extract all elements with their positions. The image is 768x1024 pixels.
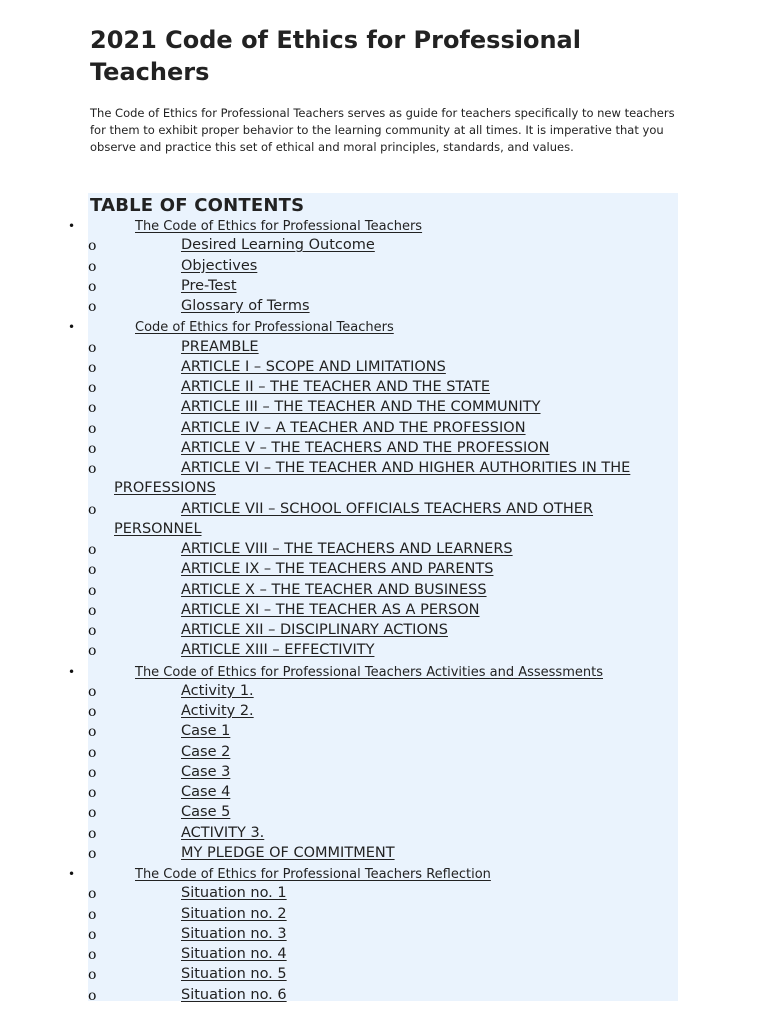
toc-subsection-link[interactable]: Situation no. 3 <box>181 925 287 942</box>
circle-bullet-icon: o <box>88 805 97 822</box>
toc-item <box>0 339 768 359</box>
toc-item <box>0 622 768 642</box>
toc-subsection-link[interactable]: Situation no. 4 <box>181 946 287 962</box>
toc-item <box>0 420 768 440</box>
circle-bullet-icon: o <box>88 380 97 396</box>
toc-item <box>0 359 768 379</box>
toc-subsection-link[interactable]: Situation no. 5 <box>181 966 287 983</box>
circle-bullet-icon: o <box>88 947 97 963</box>
toc-subsection-link[interactable]: Desired Learning Outcome <box>181 237 375 254</box>
toc-item <box>0 825 768 845</box>
circle-bullet-icon: o <box>88 967 97 984</box>
circle-bullet-icon: o <box>88 359 97 376</box>
toc-heading: TABLE OF CONTENTS <box>90 195 305 216</box>
circle-bullet-icon: o <box>88 926 97 943</box>
toc-subsection-link[interactable]: ARTICLE III – THE TEACHER AND THE COMMUNITY <box>181 399 541 416</box>
circle-bullet-icon: o <box>88 420 97 437</box>
toc-subsection-link[interactable]: ARTICLE X – THE TEACHER AND BUSINESS <box>181 581 487 598</box>
toc-subsection-link[interactable]: Case 1 <box>181 723 231 740</box>
toc-item <box>0 845 768 865</box>
toc-subsection-link[interactable]: Situation no. 6 <box>181 986 287 1003</box>
toc-subsection-link[interactable]: ARTICLE V – THE TEACHERS AND THE PROFESSION <box>181 439 550 456</box>
toc-item <box>0 602 768 622</box>
toc-item <box>0 723 768 743</box>
bullet-icon: • <box>68 320 76 335</box>
toc-item <box>0 966 768 986</box>
toc-subsection-link[interactable]: ARTICLE XIII – EFFECTIVITY <box>181 642 375 659</box>
toc-subsection-link[interactable]: Situation no. 1 <box>181 885 287 902</box>
toc-item <box>0 298 768 318</box>
toc-subsection-link[interactable]: MY PLEDGE OF COMMITMENT <box>181 844 395 861</box>
circle-bullet-icon: o <box>88 299 97 315</box>
toc-subsection-link[interactable]: Case 4 <box>181 784 231 800</box>
toc-item <box>0 906 768 926</box>
toc-item <box>0 683 768 703</box>
circle-bullet-icon: o <box>88 724 97 741</box>
toc-item <box>0 217 768 237</box>
toc-item <box>0 460 768 496</box>
toc-subsection-link[interactable]: Pre-Test <box>181 277 237 294</box>
toc-item <box>0 278 768 298</box>
circle-bullet-icon: o <box>88 542 97 558</box>
intro-paragraph: The Code of Ethics for Professional Teachers serves as guide for teachers specifically to new teachers for them to exhibit proper behavior to the learning community at all times. It is imperative that you observe and practice this set of ethical and moral principles, standards, and values. <box>90 106 675 154</box>
toc-subsection-link[interactable]: Case 3 <box>181 763 231 780</box>
toc-item <box>0 258 768 278</box>
circle-bullet-icon: o <box>88 683 97 700</box>
toc-item <box>0 926 768 946</box>
toc-subsection-link[interactable]: ARTICLE IX – THE TEACHERS AND PARENTS <box>181 561 494 578</box>
circle-bullet-icon: o <box>88 602 97 619</box>
toc-item <box>0 642 768 662</box>
toc-section-link[interactable]: The Code of Ethics for Professional Teachers Activities and Assessments <box>135 664 603 680</box>
toc-subsection-link[interactable]: PREAMBLE <box>181 338 259 355</box>
toc-item <box>0 987 768 1007</box>
toc-item <box>0 703 768 723</box>
circle-bullet-icon: o <box>88 704 97 720</box>
toc-item <box>0 440 768 460</box>
circle-bullet-icon: o <box>88 238 97 255</box>
toc-subsection-link[interactable]: Case 2 <box>181 743 231 760</box>
circle-bullet-icon: o <box>88 501 97 518</box>
circle-bullet-icon: o <box>88 744 97 761</box>
toc-item <box>0 885 768 905</box>
bullet-icon: • <box>68 219 76 233</box>
toc-item <box>0 663 768 683</box>
toc-item <box>0 764 768 784</box>
toc-subsection-link[interactable]: ARTICLE I – SCOPE AND LIMITATIONS <box>181 358 446 375</box>
toc-item <box>0 379 768 399</box>
circle-bullet-icon: o <box>88 278 97 295</box>
circle-bullet-icon: o <box>88 987 97 1004</box>
toc-subsection-link[interactable]: Glossary of Terms <box>181 298 310 314</box>
toc-item <box>0 744 768 764</box>
toc-item <box>0 582 768 602</box>
toc-item <box>0 946 768 966</box>
toc-subsection-link[interactable]: ARTICLE IV – A TEACHER AND THE PROFESSION <box>181 419 526 436</box>
circle-bullet-icon: o <box>88 562 97 579</box>
toc-section-link[interactable]: Code of Ethics for Professional Teachers <box>135 320 394 336</box>
toc-link-continuation[interactable]: PROFESSIONS <box>114 480 216 496</box>
toc-item <box>0 804 768 824</box>
circle-bullet-icon: o <box>88 906 97 923</box>
circle-bullet-icon: o <box>88 582 97 599</box>
toc-subsection-link[interactable]: ARTICLE VII – SCHOOL OFFICIALS TEACHERS AND OTHER <box>181 500 594 517</box>
circle-bullet-icon: o <box>88 623 97 639</box>
toc-subsection-link[interactable]: Activity 1. <box>181 682 254 699</box>
circle-bullet-icon: o <box>88 258 97 275</box>
toc-item <box>0 561 768 581</box>
toc-link-continuation[interactable]: PERSONNEL <box>114 520 202 537</box>
toc-item <box>0 541 768 561</box>
toc-subsection-link[interactable]: ARTICLE XI – THE TEACHER AS A PERSON <box>181 601 480 618</box>
toc-subsection-link[interactable]: Situation no. 2 <box>181 905 287 922</box>
toc-subsection-link[interactable]: ARTICLE XII – DISCIPLINARY ACTIONS <box>181 622 448 638</box>
toc-subsection-link[interactable]: ARTICLE II – THE TEACHER AND THE STATE <box>181 379 490 395</box>
circle-bullet-icon: o <box>88 339 97 356</box>
circle-bullet-icon: o <box>88 643 97 660</box>
toc-item <box>0 318 768 338</box>
toc-subsection-link[interactable]: ACTIVITY 3. <box>181 824 265 841</box>
circle-bullet-icon: o <box>88 400 97 417</box>
toc-section-link[interactable]: The Code of Ethics for Professional Teachers Reflection <box>135 867 491 882</box>
circle-bullet-icon: o <box>88 825 97 842</box>
circle-bullet-icon: o <box>88 461 97 477</box>
toc-section-link[interactable]: The Code of Ethics for Professional Teachers <box>135 219 423 234</box>
toc-subsection-link[interactable]: Objectives <box>181 257 258 274</box>
toc-subsection-link[interactable]: Activity 2. <box>181 703 254 719</box>
circle-bullet-icon: o <box>88 845 97 862</box>
toc-item <box>0 500 768 537</box>
toc-subsection-link[interactable]: ARTICLE VIII – THE TEACHERS AND LEARNERS <box>181 541 513 557</box>
bullet-icon: • <box>68 867 76 881</box>
circle-bullet-icon: o <box>88 764 97 781</box>
toc-item <box>0 784 768 804</box>
toc-subsection-link[interactable]: ARTICLE VI – THE TEACHER AND HIGHER AUTHORITIES IN THE <box>181 460 631 476</box>
circle-bullet-icon: o <box>88 886 97 903</box>
toc-item <box>0 237 768 257</box>
bullet-icon: • <box>68 664 76 679</box>
toc-item <box>0 399 768 419</box>
document-title: 2021 Code of Ethics for Professional Teachers <box>90 26 581 86</box>
circle-bullet-icon: o <box>88 440 97 457</box>
circle-bullet-icon: o <box>88 785 97 801</box>
toc-item <box>0 865 768 885</box>
toc-subsection-link[interactable]: Case 5 <box>181 804 231 821</box>
